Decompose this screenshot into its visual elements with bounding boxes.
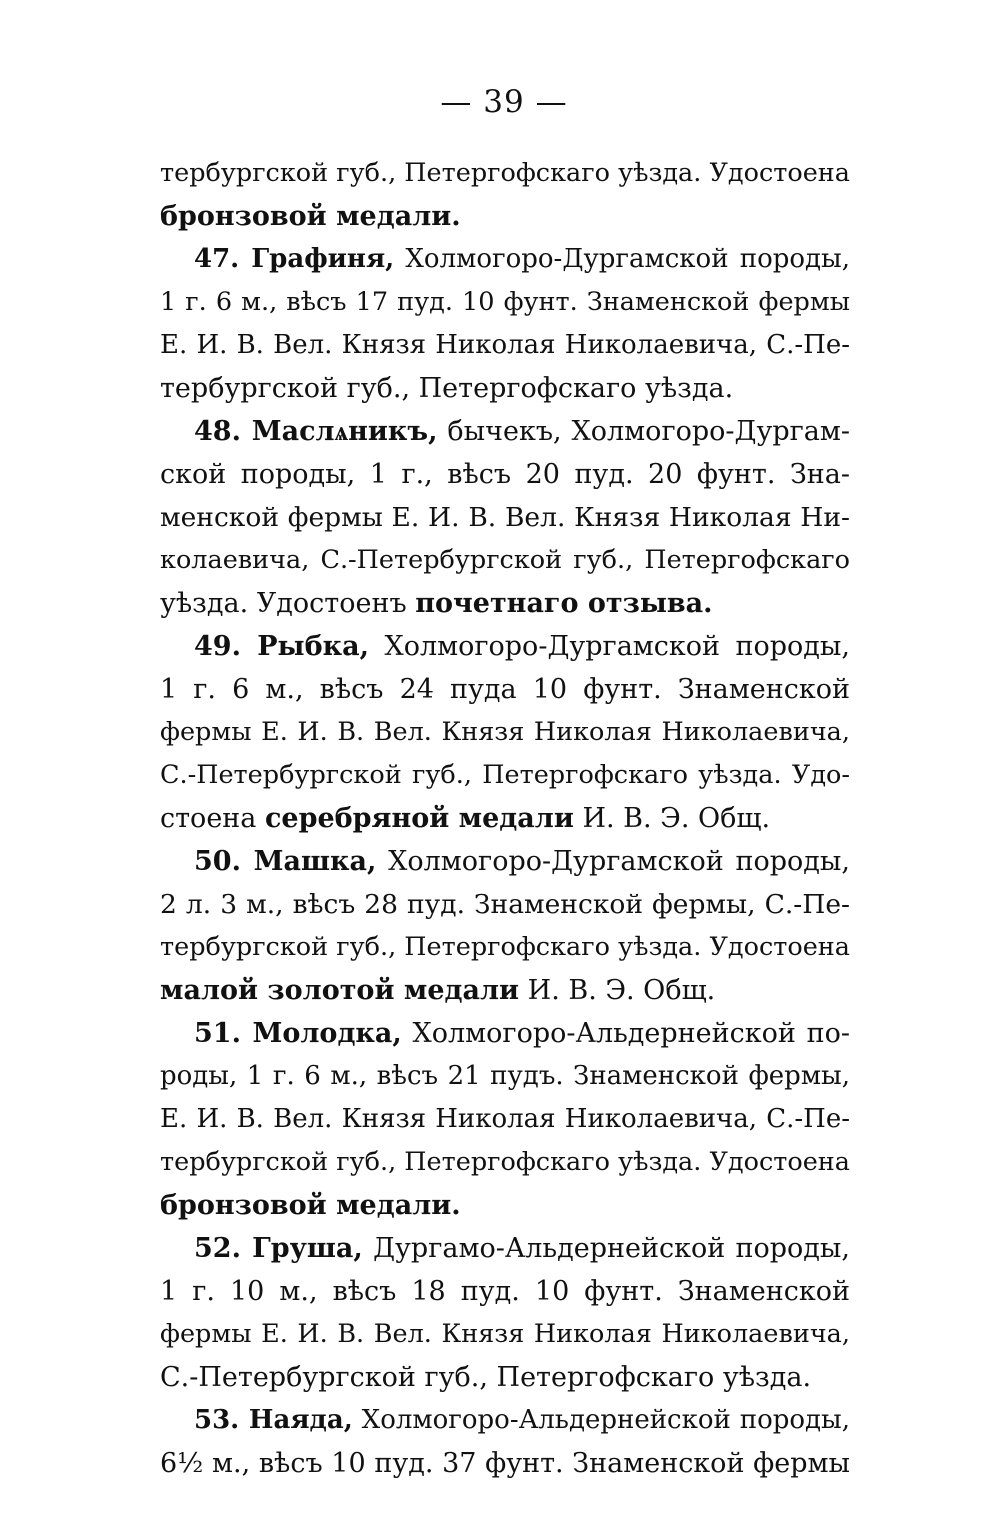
text-segment: И. В. Э. Общ. [573,803,771,834]
text-segment: Холмогоро-Альдернейской по- [401,1018,850,1049]
text-segment: Холмогоро-Альдернейской породы, [352,1405,850,1435]
text-segment: Холмогоро-Дургамской породы, [369,631,850,662]
text-segment: уѣзда. Удостоенъ [160,588,416,619]
text-line [160,1227,850,1270]
text-segment: Дургамо-Альдернейской породы, [362,1233,850,1264]
text-line [160,324,850,367]
text-segment: фермы Е. И. В. Вел. Князя Николая Николаевича, [160,717,850,747]
text-segment: 6½ м., вѣсъ 10 пуд. 37 фунт. Знаменской фермы [160,1448,850,1479]
text-line [160,1313,850,1356]
text-line [160,367,850,410]
text-segment: С.-Петербургской губ., Петергофскаго уѣзда. [160,1362,812,1393]
text-segment: Е. И. В. Вел. Князя Николая Николаевича, С.-Пе- [160,330,850,360]
text-line [160,195,850,238]
text-line [160,582,850,625]
text-line [160,1442,850,1485]
text-line [160,281,850,324]
text-line [160,496,850,539]
bold-text: серебряной медали [264,803,574,834]
bold-text: почетнаго отзыва. [415,588,713,619]
text-line [160,1184,850,1227]
text-segment: Е. И. В. Вел. Князя Николая Николаевича, С.-Пе- [160,1104,850,1134]
bold-text: малой золотой медали [160,975,520,1006]
text-body [160,152,850,1485]
bold-text: 53. Наяда, [194,1405,353,1435]
text-segment: бычекъ, Холмогоро-Дургам- [437,416,850,447]
text-segment: 2 л. 3 м., вѣсъ 28 пуд. Знаменской фермы, С.-Пе- [160,889,850,920]
bold-text: 47. Графиня, [194,244,395,274]
text-line [160,926,850,969]
text-line [160,1356,850,1399]
text-segment: колаевича, С.-Петербургской губ., Петергофскаго [160,545,850,575]
text-line [160,1012,850,1055]
text-segment: 1 г. 6 м., вѣсъ 17 пуд. 10 фунт. Знаменской фермы [160,287,850,317]
text-line [160,410,850,453]
bold-text: 49. Рыбка, [194,631,370,662]
text-line [160,1270,850,1313]
bold-text: бронзовой медали. [160,1190,461,1221]
text-line [160,797,850,840]
text-segment: ской породы, 1 г., вѣсъ 20 пуд. 20 фунт. Зна- [160,459,850,490]
text-line [160,668,850,711]
text-segment: Холмогоро-Дургамской породы, [394,244,850,274]
bold-text: 48. Маслѧникъ, [194,416,438,447]
text-segment: стоена [160,803,265,834]
text-line [160,152,850,195]
text-line [160,625,850,668]
text-line [160,1399,850,1442]
text-segment: роды, 1 г. 6 м., вѣсъ 21 пудъ. Знаменской фермы, [160,1061,850,1091]
text-segment: тербургской губ., Петергофскаго уѣзда. [160,373,734,404]
text-segment: 1 г. 6 м., вѣсъ 24 пуда 10 фунт. Знаменской [160,674,850,705]
text-segment: Холмогоро-Дургамской породы, [376,846,850,877]
text-line [160,754,850,797]
bold-text: 51. Молодка, [194,1018,402,1049]
text-segment: тербургской губ., Петергофскаго уѣзда. Удостоена [160,1147,850,1177]
text-line [160,1055,850,1098]
text-line [160,883,850,926]
text-line [160,453,850,496]
text-line [160,238,850,281]
text-segment: менской фермы Е. И. В. Вел. Князя Николая Ни- [160,502,850,533]
text-segment: И. В. Э. Общ. [519,975,716,1006]
text-line [160,539,850,582]
bold-text: бронзовой медали. [160,201,461,232]
text-line [160,711,850,754]
text-line [160,1141,850,1184]
text-segment: С.-Петербургской губ., Петергофскаго уѣзда. Удо- [160,760,850,790]
bold-text: 50. Машка, [194,846,377,877]
text-segment: тербургской губ., Петергофскаго уѣзда. Удостоена [160,158,850,188]
text-segment: фермы Е. И. В. Вел. Князя Николая Николаевича, [160,1319,850,1349]
text-line [160,840,850,883]
text-line [160,969,850,1012]
bold-text: 52. Груша, [194,1233,363,1264]
text-segment: тербургской губ., Петергофскаго уѣзда. Удостоена [160,932,850,962]
text-segment: 1 г. 10 м., вѣсъ 18 пуд. 10 фунт. Знаменской [160,1276,850,1307]
page-number: — 39 — [440,84,568,120]
text-line [160,1098,850,1141]
